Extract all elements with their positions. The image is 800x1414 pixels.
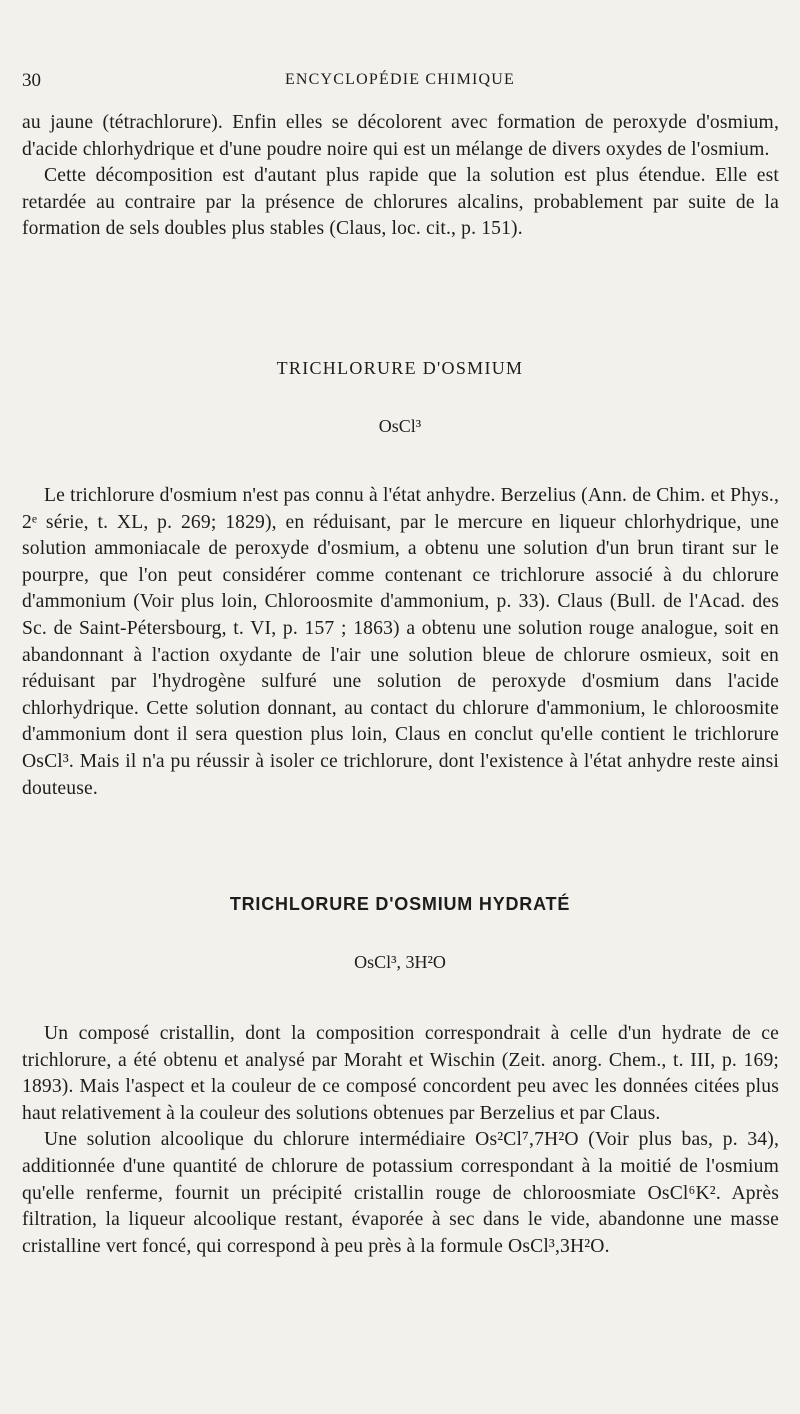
section-1-formula: OsCl³: [378, 416, 422, 436]
section-1-title: TRICHLORURE D'OSMIUM: [276, 358, 524, 378]
intro-paragraph-1: au jaune (tétrachlorure). Enfin elles se décolorent avec formation de peroxyde d'osmium, d'acide chlorhydrique et d'une poudre noire qui est un mélange de divers oxydes de l'osmium.: [22, 112, 779, 160]
section-2-body: [22, 1021, 779, 1260]
intro-paragraph-2: Cette décomposition est d'autant plus rapide que la solution est plus étendue. Elle est retardée au contraire par la présence de chlorures alcalins, probablement par suite de la formation de sels doubles plus stables (Claus, loc. cit., p. 151).: [22, 165, 779, 240]
section-2-paragraph-1: Un composé cristallin, dont la composition correspondrait à celle d'un hydrate de ce trichlorure, a été obtenu et analysé par Moraht et Wischin (Zeit. anorg. Chem., t. III, p. 169; 1893). Mais l'aspect et la couleur de ce composé concordent peu avec les données citées plus haut relativement à la couleur des solutions obtenues par Berzelius et par Claus.: [22, 1023, 779, 1124]
page-number: 30: [22, 70, 41, 91]
section-2-title: TRICHLORURE D'OSMIUM HYDRATÉ: [229, 894, 571, 914]
section-2-formula: OsCl³, 3H²O: [354, 952, 446, 972]
intro-text: [22, 110, 779, 243]
running-header: [22, 70, 778, 96]
running-title: ENCYCLOPÉDIE CHIMIQUE: [284, 71, 516, 88]
section-1-paragraph: Le trichlorure d'osmium n'est pas connu à l'état anhydre. Berzelius (Ann. de Chim. et Phys., 2ᵉ série, t. XL, p. 269; 1829), en réduisant, par le mercure en liqueur chlorhydrique, une solution ammoniacale de peroxyde d'osmium, a obtenu une solution d'un brun tirant sur le pourpre, que l'on peut considérer comme contenant ce trichlorure associé à du chlorure d'ammonium (Voir plus loin, Chloroosmite d'ammonium, p. 33). Claus (Bull. de l'Acad. des Sc. de Saint-Pétersbourg, t. VI, p. 157 ; 1863) a obtenu une solution rouge analogue, soit en abandonnant à l'action oxydante de l'air une solution bleue de chlorure osmieux, soit en réduisant par l'hydrogène sulfuré une solution de peroxyde d'osmium dans l'acide chlorhydrique. Cette solution donnant, au contact du chlorure d'ammonium, le chloroosmite d'ammonium dont il sera question plus loin, Claus en conclut qu'elle contient le trichlorure OsCl³. Mais il n'a pu réussir à isoler ce trichlorure, dont l'existence à l'état anhydre reste ainsi douteuse.: [22, 485, 779, 799]
section-2-paragraph-2: Une solution alcoolique du chlorure intermédiaire Os²Cl⁷,7H²O (Voir plus bas, p. 34), additionnée d'une quantité de chlorure de potassium correspondant à la moitié de l'osmium qu'elle renferme, fournit un précipité cristallin rouge de chloroosmiate OsCl⁶K². Après filtration, la liqueur alcoolique restant, évaporée à sec dans le vide, abandonne une masse cristalline vert foncé, qui correspond à peu près à la formule OsCl³,3H²O.: [22, 1129, 779, 1257]
section-1-body: [22, 483, 779, 802]
